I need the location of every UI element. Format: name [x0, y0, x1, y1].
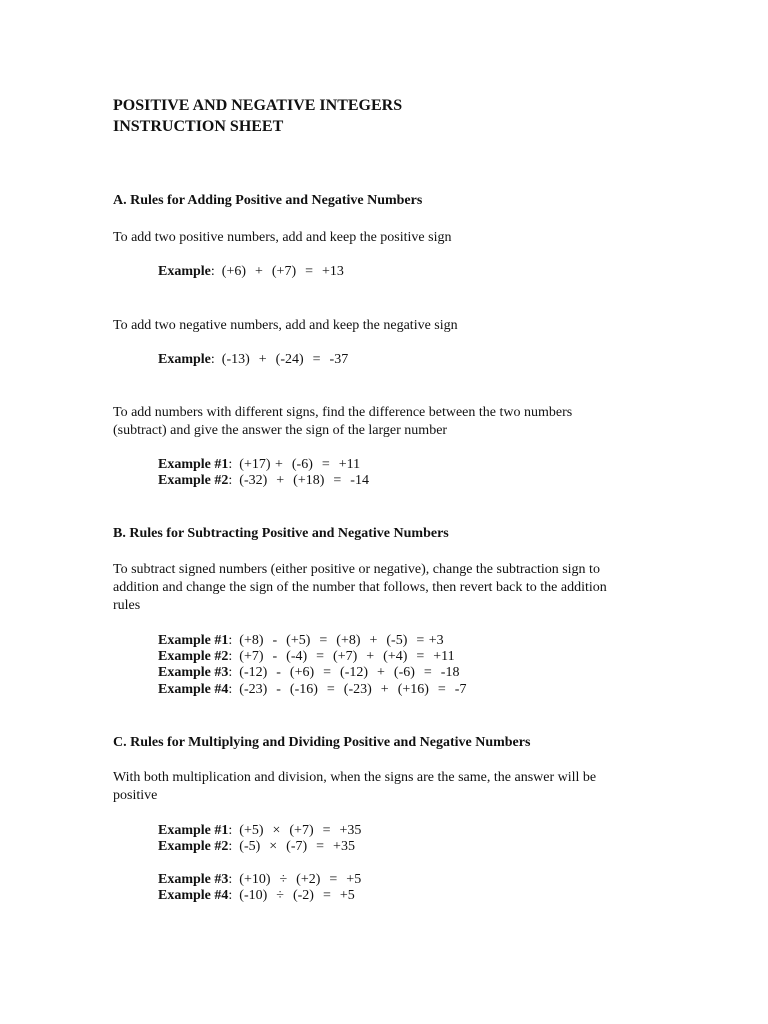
- section-a-rule-3-line-2: (subtract) and give the answer the sign of the larger number: [113, 423, 448, 438]
- section-b-example-4: [158, 681, 466, 698]
- section-b-example-3: [158, 664, 459, 681]
- document-title-line-1: POSITIVE AND NEGATIVE INTEGERS: [113, 97, 403, 114]
- section-c-example-3: [158, 871, 361, 888]
- example-sep: :: [228, 872, 233, 887]
- example-label: Example #3: [158, 872, 229, 887]
- section-a-rule-1: To add two positive numbers, add and keep the positive sign: [113, 230, 452, 245]
- example-label: Example #4: [158, 888, 229, 903]
- example-sep: :: [228, 473, 233, 488]
- section-b-example-2: [158, 648, 455, 665]
- section-b-rule-line-3: rules: [113, 598, 141, 613]
- example-equation: (+17) + (-6) = +11: [239, 457, 361, 472]
- example-equation: (-32) + (+18) = -14: [239, 473, 369, 488]
- section-a-rule-1-example: [158, 263, 344, 280]
- example-label: Example #2: [158, 649, 229, 664]
- example-sep: :: [228, 457, 233, 472]
- example-equation: (-10) ÷ (-2) = +5: [239, 888, 355, 903]
- example-sep: :: [228, 682, 233, 697]
- section-b-rule-line-1: To subtract signed numbers (either positive or negative), change the subtraction sign to: [113, 562, 600, 577]
- section-b-heading: B. Rules for Subtracting Positive and Negative Numbers: [113, 526, 449, 541]
- example-equation: (+8) - (+5) = (+8) + (-5) = +3: [239, 633, 444, 648]
- section-a-rule-3-example-1: [158, 456, 360, 473]
- example-equation: (-5) × (-7) = +35: [239, 839, 355, 854]
- section-c-rule-line-1: With both multiplication and division, when the signs are the same, the answer will be: [113, 770, 597, 785]
- example-label: Example: [158, 352, 211, 367]
- document-title-line-2: INSTRUCTION SHEET: [113, 118, 284, 135]
- section-a-rule-2-example: [158, 351, 348, 368]
- section-c-example-4: [158, 887, 355, 904]
- example-label: Example #1: [158, 457, 229, 472]
- example-label: Example: [158, 264, 211, 279]
- example-label: Example #3: [158, 665, 229, 680]
- example-equation: (+6) + (+7) = +13: [221, 264, 344, 279]
- example-label: Example #4: [158, 682, 229, 697]
- example-label: Example #1: [158, 823, 229, 838]
- example-label: Example #2: [158, 473, 229, 488]
- section-a-rule-3-line-1: To add numbers with different signs, find the difference between the two numbers: [113, 405, 573, 420]
- example-label: Example #1: [158, 633, 229, 648]
- example-sep: :: [228, 649, 233, 664]
- example-equation: (-12) - (+6) = (-12) + (-6) = -18: [239, 665, 460, 680]
- example-sep: :: [210, 264, 215, 279]
- example-sep: :: [228, 888, 233, 903]
- section-c-heading: C. Rules for Multiplying and Dividing Positive and Negative Numbers: [113, 735, 531, 750]
- example-sep: :: [228, 665, 233, 680]
- example-label: Example #2: [158, 839, 229, 854]
- section-a-heading: A. Rules for Adding Positive and Negative Numbers: [113, 193, 423, 208]
- example-sep: :: [228, 633, 233, 648]
- example-equation: (+5) × (+7) = +35: [239, 823, 362, 838]
- example-equation: (+10) ÷ (+2) = +5: [239, 872, 362, 887]
- example-equation: (-23) - (-16) = (-23) + (+16) = -7: [239, 682, 467, 697]
- section-c-example-2: [158, 838, 355, 855]
- section-b-example-1: [158, 632, 444, 649]
- example-sep: :: [228, 823, 233, 838]
- section-a-rule-3-example-2: [158, 472, 369, 489]
- example-equation: (-13) + (-24) = -37: [221, 352, 349, 367]
- example-sep: :: [228, 839, 233, 854]
- section-c-example-1: [158, 822, 361, 839]
- section-c-rule-line-2: positive: [113, 788, 158, 803]
- example-sep: :: [210, 352, 215, 367]
- section-b-rule-line-2: addition and change the sign of the number that follows, then revert back to the addition: [113, 580, 607, 595]
- example-equation: (+7) - (-4) = (+7) + (+4) = +11: [239, 649, 455, 664]
- section-a-rule-2: To add two negative numbers, add and keep the negative sign: [113, 318, 458, 333]
